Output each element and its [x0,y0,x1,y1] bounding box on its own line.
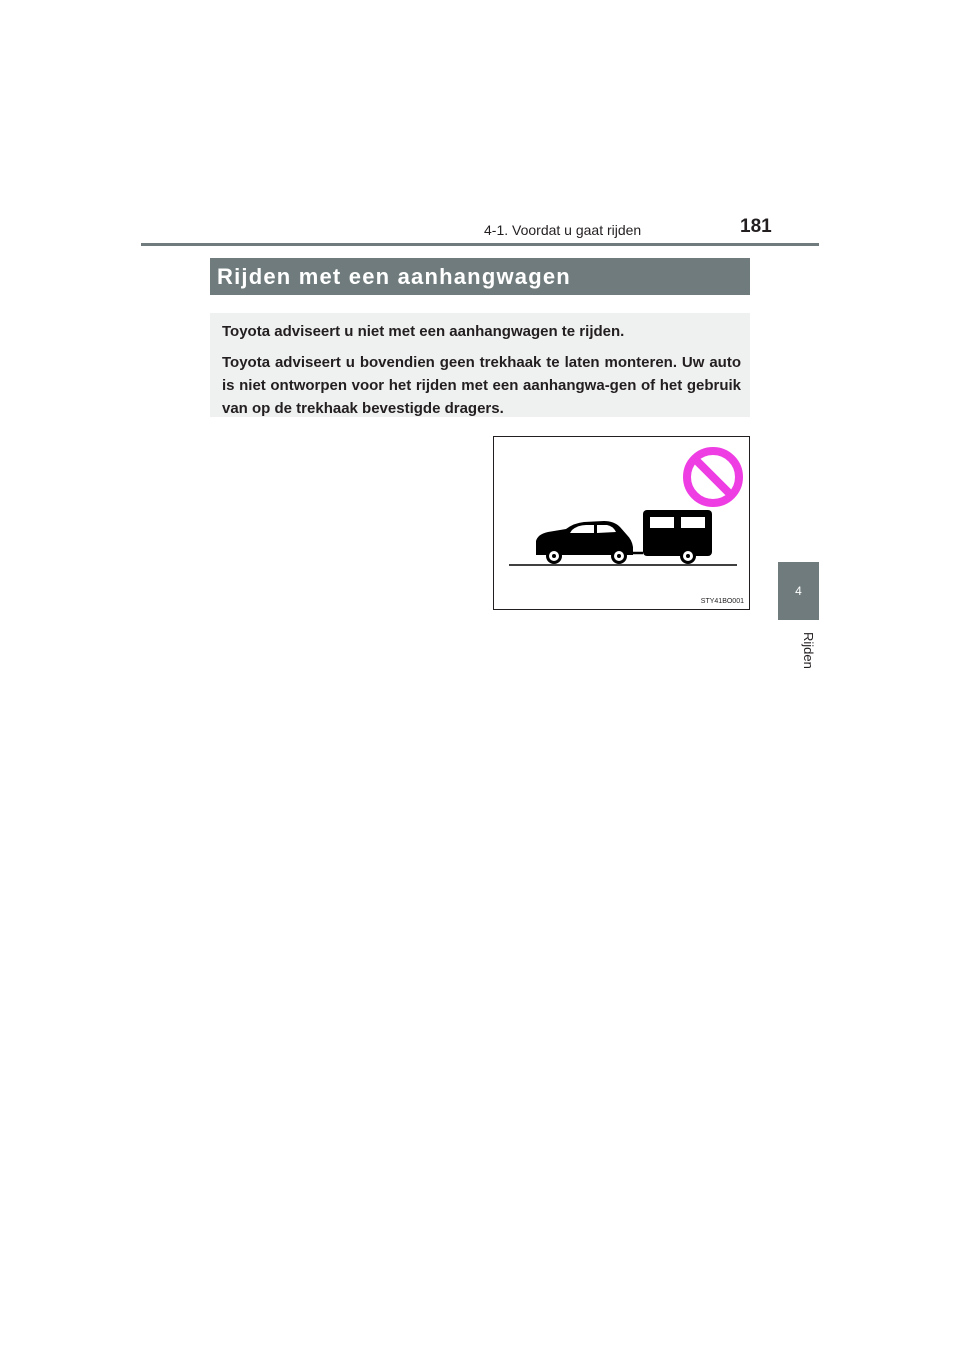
illustration-graphic [494,437,749,609]
figure-code: STY41BO001 [700,598,744,605]
header-rule [141,243,819,246]
intro-line-1: Toyota adviseert u niet met een aanhangwagen te rijden. [222,323,625,340]
trailer-icon [643,510,712,564]
intro-paragraph-2: Toyota adviseert u bovendien geen trekhaak te laten monteren. Uw auto is niet ontworpen voor het rijden met een aanhangwa-gen of het gebruik van op de trekhaak bevestigde dragers. [222,354,741,417]
page-number: 181 [740,216,772,237]
chapter-label: Rijden [801,632,816,669]
chapter-number: 4 [795,584,802,598]
car-icon [536,521,633,564]
chapter-tab [778,562,819,620]
prohibited-icon [687,451,739,503]
towing-illustration [493,436,750,610]
header-section-title: 4-1. Voordat u gaat rijden [484,222,642,238]
intro-box [210,313,750,417]
section-title: Rijden met een aanhangwagen [210,258,750,295]
